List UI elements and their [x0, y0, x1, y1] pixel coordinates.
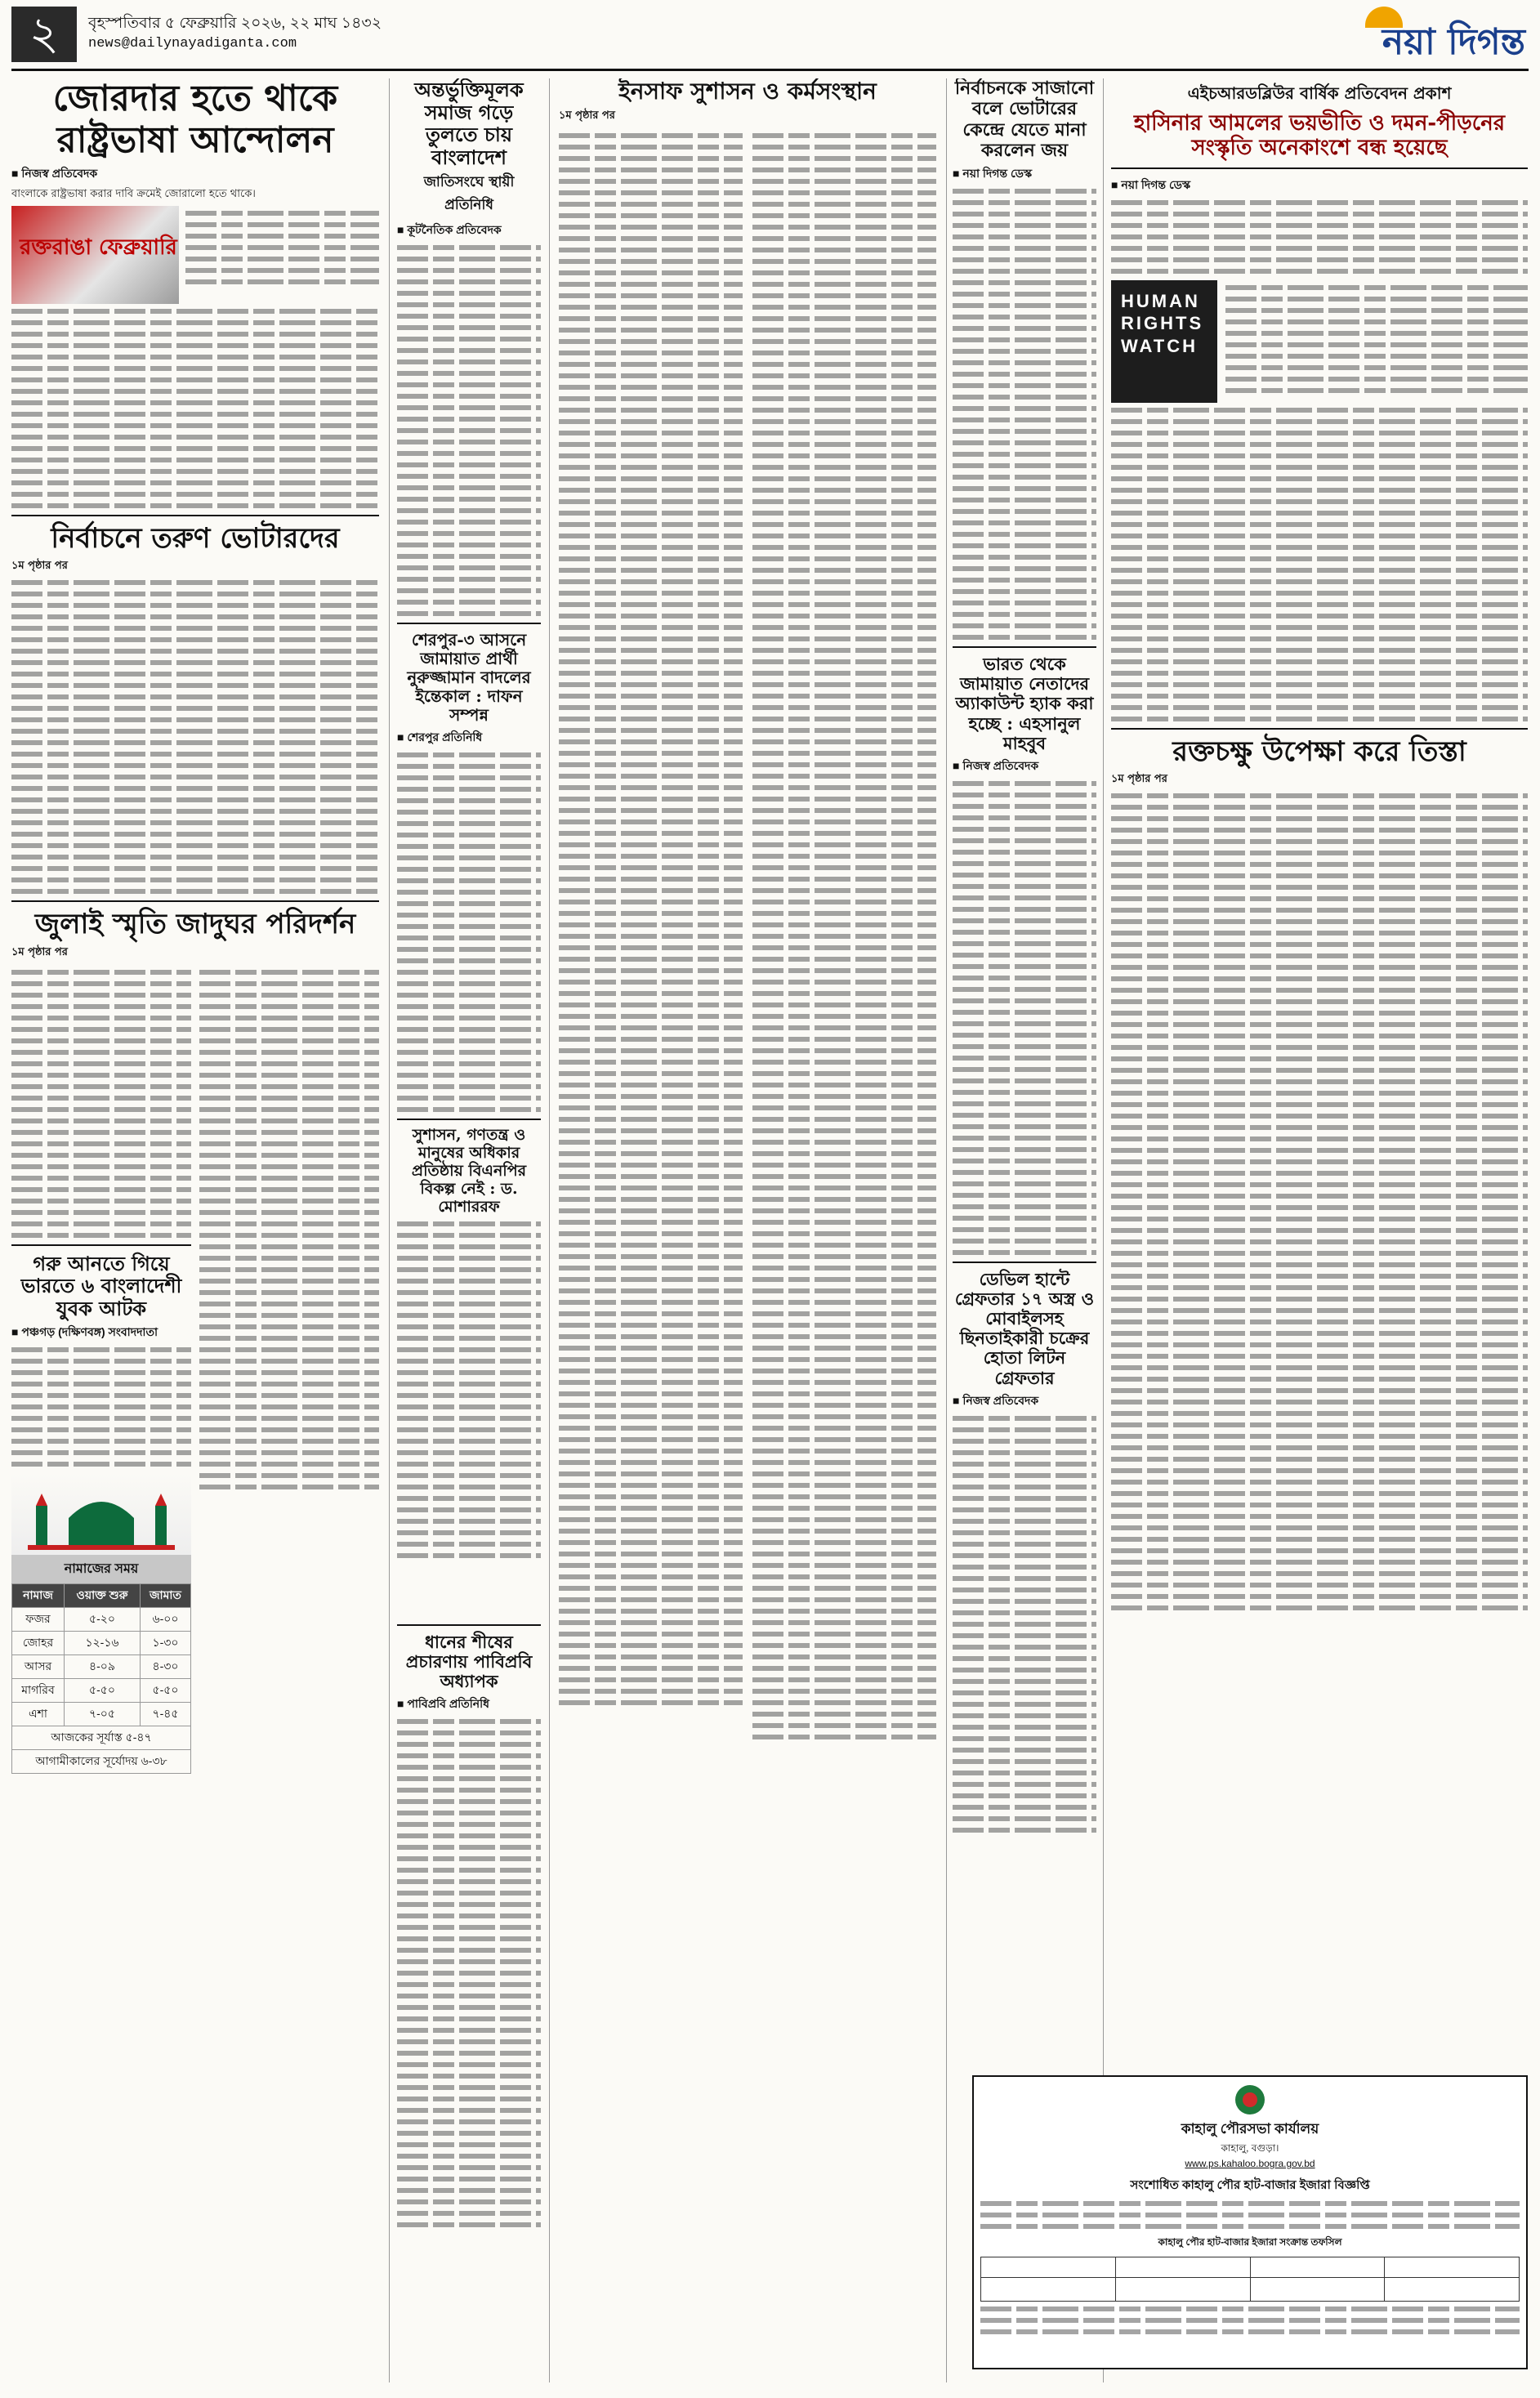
- headline-society[interactable]: অন্তর্ভুক্তিমূলক সমাজ গড়ে তুলতে চায় বাংলাদেশ: [414, 78, 524, 169]
- headline-hrw[interactable]: হাসিনার আমলের ভয়ভীতি ও দমন-পীড়নের সংস্কৃতি অনেকাংশে বন্ধ হয়েছে: [1133, 111, 1506, 160]
- column-rule: [1103, 78, 1104, 2382]
- prayer-name: এশা: [12, 1703, 65, 1726]
- prayer-col: নামাজ: [12, 1584, 65, 1608]
- prayer-name: মাগরিব: [12, 1679, 65, 1703]
- prayer-name: ফজর: [12, 1608, 65, 1632]
- continued-label: ১ম পৃষ্ঠার পর: [11, 560, 68, 573]
- headline-youth-voters[interactable]: নির্বাচনে তরুণ ভোটারদের: [51, 522, 340, 556]
- mosque-icon: [11, 1473, 191, 1555]
- column-right: [1111, 78, 1528, 2382]
- prayer-start: ৭-০৫: [65, 1703, 141, 1726]
- prayer-start: ১২-১৬: [65, 1632, 141, 1655]
- byline: ■ নয়া দিগন্ত ডেস্ক: [1111, 177, 1191, 191]
- prayer-jamaat: ৭-৪৫: [140, 1703, 190, 1726]
- headline-hacked[interactable]: ভারত থেকে জামায়াত নেতাদের অ্যাকাউন্ট হ্যাক করা হচ্ছে : এহসানুল মাহবুব: [955, 654, 1094, 753]
- column-left: [11, 78, 379, 2382]
- hrw-logo-image[interactable]: [1111, 280, 1217, 403]
- notice-place: কাহালু, বগুড়া।: [1221, 2142, 1279, 2154]
- masthead-logo[interactable]: [1321, 7, 1525, 63]
- notice-title: সংশোধিত কাহালু পৌর হাট-বাজার ইজারা বিজ্ঞপ্তি: [1130, 2178, 1370, 2192]
- prayer-row: [12, 1632, 191, 1655]
- headline-insaf[interactable]: ইনসাফ সুশাসন ও কর্মসংস্থান: [618, 78, 877, 105]
- byline: ■ নয়া দিগন্ত ডেস্ক: [953, 167, 1033, 181]
- headline-rights[interactable]: সুশাসন, গণতন্ত্র ও মানুষের অধিকার প্রতিষ্ঠায় বিএনপির বিকল্প নেই : ড. মোশাররফ: [411, 1126, 527, 1216]
- prayer-times-title: নামাজের সময়: [11, 1555, 191, 1583]
- continued-label: ১ম পৃষ্ঠার পর: [559, 109, 615, 123]
- prayer-name: আসর: [12, 1655, 65, 1679]
- subheadline: জাতিসংঘে স্থায়ী প্রতিনিধি: [423, 174, 515, 214]
- headline-snatching[interactable]: ডেভিল হান্টে গ্রেফতার ১৭ অস্ত্র ও মোবাইলসহ ছিনতাইকারী চক্রের হোতা লিটন গ্রেফতার: [954, 1268, 1095, 1388]
- byline: ■ নিজস্ব প্রতিবেদক: [11, 167, 98, 181]
- headline-paddy[interactable]: ধানের শীষের প্রচারণায় পাবিপ্রবি অধ্যাপক: [405, 1632, 533, 1692]
- headline-bhasha[interactable]: জোরদার হতে থাকে রাষ্ট্রভাষা আন্দোলন: [52, 78, 338, 161]
- sunset-time: আজকের সূর্যাস্ত ৫-৪৭: [12, 1726, 191, 1750]
- notice-url[interactable]: www.ps.kahaloo.bogra.gov.bd: [1185, 2158, 1315, 2169]
- byline: ■ নিজস্ব প্রতিবেদক: [953, 1393, 1039, 1407]
- prayer-name: জোহর: [12, 1632, 65, 1655]
- prayer-times-table: [11, 1555, 191, 1774]
- mosque-illustration: [11, 1473, 191, 1555]
- notice-table-title: কাহালু পৌর হাট-বাজার ইজারা সংক্রান্ত তফসিল: [1158, 2236, 1342, 2248]
- headline-teesta[interactable]: রক্তচক্ষু উপেক্ষা করে তিস্তা: [1172, 735, 1466, 768]
- prayer-jamaat: ৫-৫০: [140, 1679, 190, 1703]
- byline: ■ পাবিপ্রবি প্রতিনিধি: [397, 1697, 490, 1711]
- kicker-hrw: এইচআরডব্লিউর বার্ষিক প্রতিবেদন প্রকাশ: [1187, 83, 1452, 103]
- tender-notice[interactable]: [972, 2075, 1528, 2369]
- byline: ■ কূটনৈতিক প্রতিবেদক: [397, 223, 502, 237]
- prayer-jamaat: ৪-৩০: [140, 1655, 190, 1679]
- notice-table: [980, 2257, 1520, 2302]
- header-divider: [11, 69, 1529, 71]
- byline: ■ শেরপুর প্রতিনিধি: [397, 730, 483, 744]
- continued-label: ১ম পৃষ্ঠার পর: [1111, 772, 1167, 785]
- prayer-jamaat: ১-৩০: [140, 1632, 190, 1655]
- headline-bsf[interactable]: গরু আনতে গিয়ে ভারতে ৬ বাংলাদেশী যুবক আটক: [20, 1251, 182, 1320]
- byline: ■ নিজস্ব প্রতিবেদক: [953, 758, 1039, 772]
- prayer-start: ৪-০৯: [65, 1655, 141, 1679]
- prayer-row: [12, 1655, 191, 1679]
- prayer-start: ৫-৫০: [65, 1679, 141, 1703]
- sunrise-time: আগামীকালের সূর্যোদয় ৬-৩৮: [12, 1750, 191, 1774]
- prayer-row: [12, 1703, 191, 1726]
- article-image[interactable]: [11, 206, 179, 304]
- image-caption: রক্তরাঙা ফেব্রুয়ারি: [20, 235, 177, 261]
- prayer-start: ৫-২০: [65, 1608, 141, 1632]
- column-rule: [389, 78, 390, 2382]
- headline-voting-centres[interactable]: নির্বাচনকে সাজানো বলে ভোটারের কেন্দ্রে যেতে মানা করলেন জয়: [954, 78, 1095, 161]
- column-rule: [549, 78, 550, 2382]
- column-fourth: [953, 78, 1096, 2382]
- prayer-col: ওয়াক্ত শুরু: [65, 1584, 141, 1608]
- hrw-logo-text: HUMAN RIGHTS WATCH: [1121, 290, 1204, 356]
- prayer-row: [12, 1608, 191, 1632]
- email-link[interactable]: news@dailynayadiganta.com: [88, 36, 297, 51]
- dateline: বৃহস্পতিবার ৫ ফেব্রুয়ারি ২০২৬, ২২ মাঘ ১৪৩২: [88, 15, 382, 32]
- prayer-jamaat: ৬-০০: [140, 1608, 190, 1632]
- byline: ■ পঞ্চগড় (দক্ষিণবঙ্গ) সংবাদদাতা: [11, 1325, 158, 1339]
- column-second-lower: [397, 1618, 541, 2378]
- notice-office: কাহালু পৌরসভা কার্যালয়: [1181, 2121, 1319, 2137]
- page-number: ২: [11, 7, 77, 62]
- masthead-text: নয়া দিগন্ত: [1382, 21, 1525, 63]
- prayer-col: জামাত: [140, 1584, 190, 1608]
- column-rule: [946, 78, 947, 2382]
- government-emblem-icon: [1234, 2083, 1266, 2116]
- prayer-row: [12, 1679, 191, 1703]
- column-centre: [559, 78, 936, 2382]
- continued-label: ১ম পৃষ্ঠার পর: [11, 945, 68, 958]
- headline-july-museum[interactable]: জুলাই স্মৃতি জাদুঘর পরিদর্শন: [34, 908, 356, 941]
- article-lead: বাংলাকে রাষ্ট্রভাষা করার দাবি ক্রমেই জোরালো হতে থাকে।: [11, 188, 256, 201]
- headline-sherpur[interactable]: শেরপুর-৩ আসনে জামায়াত প্রার্থী নুরুজ্জামান বাদলের ইন্তেকাল : দাফন সম্পন্ন: [407, 630, 531, 726]
